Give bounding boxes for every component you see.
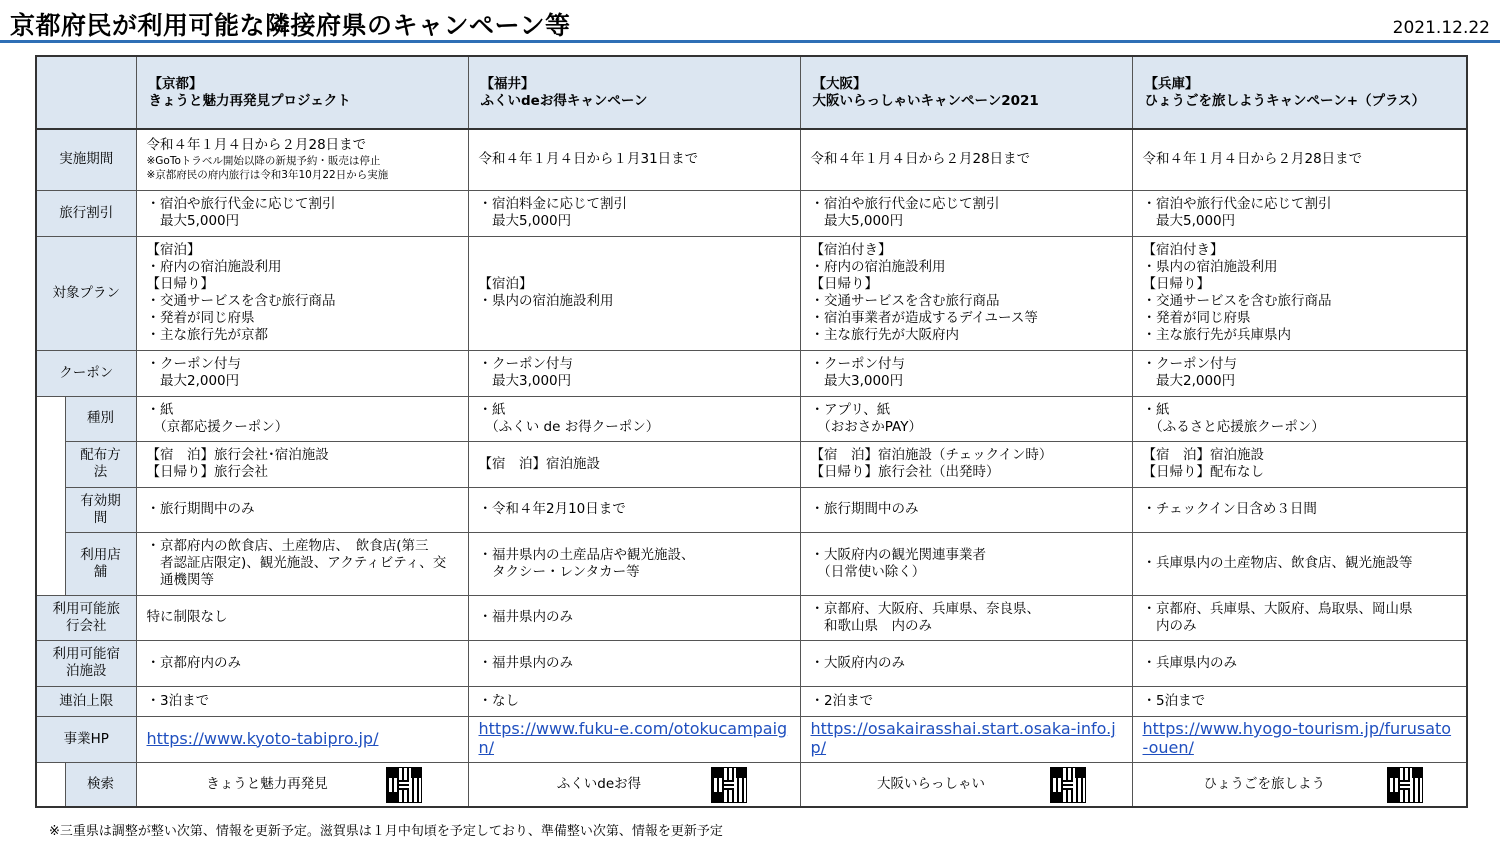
- label-nights: 連泊上限: [36, 686, 136, 716]
- cell-store: [136, 532, 468, 595]
- label-agency: 利用可能旅行会社: [36, 595, 136, 640]
- cell-line: 和歌山県 内のみ: [810, 617, 932, 634]
- cell-line: 通機関等: [146, 572, 214, 588]
- cell-valid: [468, 487, 800, 532]
- cell-line: ・チェックイン日含め３日間: [1142, 501, 1317, 517]
- cell-agency: [468, 595, 800, 640]
- qr-code-icon[interactable]: [387, 768, 421, 802]
- search-keyword: ふくいdeお得: [556, 775, 642, 792]
- cell-line: タクシー・レンタカー等: [478, 563, 640, 580]
- cell-line: ・福井県内の土産品店や観光施設、: [478, 546, 695, 563]
- cell-store: [1132, 532, 1467, 595]
- cell-line: 【日帰り】: [1142, 276, 1210, 292]
- header-row: [36, 56, 1467, 129]
- cell-lodging: [800, 640, 1132, 686]
- cell-line: 【日帰り】: [146, 276, 214, 292]
- cell-line: 【宿泊】: [146, 242, 201, 258]
- row-valid: [36, 487, 1467, 532]
- cell-line: ・府内の宿泊施設利用: [810, 259, 946, 275]
- cell-discount: [1132, 190, 1467, 236]
- header-fukui: 【福井】 ふくいdeお得キャンペーン: [468, 56, 800, 129]
- cell-line: ・宿泊や旅行代金に応じて割引: [146, 196, 336, 212]
- cell-store: [800, 532, 1132, 595]
- cell-search: [136, 762, 468, 807]
- cell-line: ・旅行期間中のみ: [146, 501, 255, 517]
- cell-hp: [800, 716, 1132, 762]
- cell-hp: [1132, 716, 1467, 762]
- cell-line: ・兵庫県内の土産物店、飲食店、観光施設等: [1142, 555, 1413, 571]
- row-plan: [36, 236, 1467, 350]
- cell-line: 最大3,000円: [810, 373, 904, 389]
- hp-link-hyogo[interactable]: https://www.hyogo-tourism.jp/furusato-ouen/: [1142, 719, 1452, 757]
- cell-valid: [136, 487, 468, 532]
- indent-cell: [36, 441, 65, 487]
- cell-line: ・クーポン付与: [146, 356, 241, 372]
- cell-line: 【日帰り】配布なし: [1142, 464, 1264, 480]
- cell-line: ・宿泊事業者が造成するデイユース等: [810, 310, 1038, 326]
- cell-line: ・宿泊料金に応じて割引: [478, 196, 627, 212]
- row-search: [36, 762, 1467, 807]
- cell-distribution: [1132, 441, 1467, 487]
- hp-link-kyoto[interactable]: https://www.kyoto-tabipro.jp/: [146, 728, 379, 748]
- label-hp: 事業HP: [36, 716, 136, 762]
- cell-hp: [468, 716, 800, 762]
- cell-line: ・府内の宿泊施設利用: [146, 259, 282, 275]
- row-discount: [36, 190, 1467, 236]
- cell-kind: [136, 396, 468, 441]
- cell-lodging: [136, 640, 468, 686]
- cell-line: ・主な旅行先が大阪府内: [810, 327, 959, 343]
- cell-plan: [800, 236, 1132, 350]
- label-lodging: 利用可能宿泊施設: [36, 640, 136, 686]
- cell-line: 【日帰り】旅行会社（出発時）: [810, 464, 1000, 480]
- label-search: 検索: [65, 762, 136, 807]
- row-nights: [36, 686, 1467, 716]
- cell-search: [800, 762, 1132, 807]
- cell-agency: [136, 595, 468, 640]
- label-period: 実施期間: [36, 129, 136, 190]
- row-kind: [36, 396, 1467, 441]
- indent-cell: [36, 396, 65, 441]
- cell-line: 【日帰り】旅行会社: [146, 464, 268, 480]
- cell-valid: [1132, 487, 1467, 532]
- header-kyoto: 【京都】 きょうと魅力再発見プロジェクト: [136, 56, 468, 129]
- cell-line: 【宿 泊】宿泊施設: [1142, 447, 1264, 463]
- cell-period-kyoto: 令和４年１月４日から２月28日まで ※GoToトラベル開始以降の新規予約・販売は停止 ※京都府民の府内旅行は令和3年10月22日から実施: [136, 129, 468, 190]
- cell-plan: [1132, 236, 1467, 350]
- cell-line: 【宿泊付き】: [810, 242, 892, 258]
- cell-line: （ふくい de お得クーポン）: [478, 418, 660, 435]
- cell-line: ・宿泊や旅行代金に応じて割引: [810, 196, 1000, 212]
- header-hyogo: 【兵庫】 ひょうごを旅しようキャンペーン+（プラス）: [1132, 56, 1467, 129]
- cell-line: 最大2,000円: [146, 373, 240, 389]
- cell-line: 【日帰り】: [810, 276, 878, 292]
- cell-line: ・交通サービスを含む旅行商品: [146, 293, 336, 309]
- cell-line: ・発着が同じ府県: [146, 310, 255, 326]
- cell-nights: ・5泊まで: [1132, 686, 1467, 716]
- cell-kind: [468, 396, 800, 441]
- cell-line: ・福井県内のみ: [478, 609, 573, 625]
- cell-line: ・紙: [146, 401, 174, 418]
- title-rule: [0, 40, 1500, 43]
- header-corner: [36, 56, 136, 129]
- hp-link-fukui[interactable]: https://www.fuku-e.com/otokucampaign/: [478, 719, 788, 757]
- cell-line: （ふるさと応援旅クーポン）: [1142, 418, 1325, 435]
- cell-line: 者認証店限定)、観光施設、アクティビティ、交: [146, 555, 447, 571]
- cell-coupon: [136, 350, 468, 396]
- cell-line: 【宿泊付き】: [1142, 242, 1224, 258]
- label-store: 利用店舗: [65, 532, 136, 595]
- cell-line: 最大5,000円: [478, 213, 572, 229]
- cell-distribution: [136, 441, 468, 487]
- cell-line: ・大阪府内のみ: [810, 654, 905, 671]
- cell-line: ・アプリ、紙: [810, 401, 891, 418]
- cell-line: ・宿泊や旅行代金に応じて割引: [1142, 196, 1332, 212]
- label-kind: 種別: [65, 396, 136, 441]
- cell-line: ・交通サービスを含む旅行商品: [810, 293, 1000, 309]
- cell-line: 【宿 泊】宿泊施設: [478, 455, 600, 472]
- label-distribution: 配布方法: [65, 441, 136, 487]
- cell-line: 【宿泊】: [478, 276, 533, 292]
- label-coupon: クーポン: [36, 350, 136, 396]
- cell-line: ・主な旅行先が兵庫県内: [1142, 327, 1291, 343]
- cell-line: ・県内の宿泊施設利用: [478, 293, 614, 309]
- cell-line: ・クーポン付与: [1142, 356, 1237, 372]
- cell-line: ・京都府、大阪府、兵庫県、奈良県、: [810, 600, 1040, 617]
- cell-kind: [800, 396, 1132, 441]
- cell-search: [468, 762, 800, 807]
- cell-line: 最大2,000円: [1142, 373, 1236, 389]
- cell-line: ・旅行期間中のみ: [810, 501, 919, 517]
- cell-line: 最大5,000円: [1142, 213, 1236, 229]
- indent-cell: [36, 532, 65, 595]
- cell-line: ・県内の宿泊施設利用: [1142, 259, 1278, 275]
- label-valid: 有効期間: [65, 487, 136, 532]
- cell-coupon: [1132, 350, 1467, 396]
- row-distribution: [36, 441, 1467, 487]
- cell-discount: [800, 190, 1132, 236]
- cell-line: ・令和４年2月10日まで: [478, 501, 626, 517]
- cell-hp: [136, 716, 468, 762]
- cell-lodging: [468, 640, 800, 686]
- cell-line: ・福井県内のみ: [478, 654, 573, 671]
- cell-line: ・大阪府内の観光関連事業者: [810, 546, 986, 563]
- cell-search: [1132, 762, 1467, 807]
- cell-line: ・クーポン付与: [810, 356, 905, 372]
- cell-agency: [1132, 595, 1467, 640]
- row-lodging: [36, 640, 1467, 686]
- cell-distribution: [800, 441, 1132, 487]
- cell-line: ・交通サービスを含む旅行商品: [1142, 293, 1332, 309]
- footnote: ※三重県は調整が整い次第、情報を更新予定。滋賀県は１月中旬頃を予定しており、準備整い次第、情報を更新予定: [49, 824, 723, 839]
- cell-line: ・主な旅行先が京都: [146, 327, 268, 343]
- row-store: [36, 532, 1467, 595]
- qr-code-icon[interactable]: [712, 768, 746, 802]
- hp-link-osaka[interactable]: https://osakairasshai.start.osaka-info.jp/: [810, 719, 1116, 757]
- cell-line: 最大5,000円: [146, 213, 240, 229]
- cell-line: 【宿 泊】旅行会社･宿泊施設: [146, 447, 329, 463]
- cell-line: 内のみ: [1142, 617, 1197, 634]
- cell-line: ・クーポン付与: [478, 356, 573, 372]
- cell-line: ・紙: [1142, 401, 1170, 418]
- search-keyword: ひょうごを旅しよう: [1203, 775, 1325, 792]
- cell-line: 最大3,000円: [478, 373, 572, 389]
- cell-line: ・兵庫県内のみ: [1142, 654, 1237, 671]
- cell-line: ・京都府内のみ: [146, 654, 241, 671]
- cell-line: ・発着が同じ府県: [1142, 310, 1251, 326]
- row-agency: [36, 595, 1467, 640]
- cell-coupon: [468, 350, 800, 396]
- cell-line: ・京都府、兵庫県、大阪府、鳥取県、岡山県: [1142, 600, 1413, 617]
- cell-line: ・紙: [478, 401, 506, 418]
- qr-code-icon[interactable]: [1388, 768, 1422, 802]
- cell-period-fukui: 令和４年１月４日から１月31日まで: [468, 129, 800, 190]
- cell-line: （京都応援クーポン）: [146, 418, 289, 435]
- cell-nights: ・2泊まで: [800, 686, 1132, 716]
- row-hp: [36, 716, 1467, 762]
- cell-line: 最大5,000円: [810, 213, 904, 229]
- cell-valid: [800, 487, 1132, 532]
- cell-store: [468, 532, 800, 595]
- cell-line: 特に制限なし: [146, 609, 228, 625]
- cell-discount: [136, 190, 468, 236]
- cell-nights: ・なし: [468, 686, 800, 716]
- cell-lodging: [1132, 640, 1467, 686]
- cell-line: 【宿 泊】宿泊施設（チェックイン時）: [810, 447, 1053, 463]
- cell-discount: [468, 190, 800, 236]
- search-keyword: きょうと魅力再発見: [206, 775, 328, 792]
- cell-agency: [800, 595, 1132, 640]
- cell-line: ・京都府内の飲食店、土産物店、 飲食店(第三: [146, 538, 429, 554]
- cell-distribution: [468, 441, 800, 487]
- campaign-table: [35, 55, 1468, 808]
- cell-line: （日常使い除く）: [810, 563, 926, 580]
- cell-plan: [468, 236, 800, 350]
- page-title: 京都府民が利用可能な隣接府県のキャンペーン等: [10, 11, 571, 40]
- cell-kind: [1132, 396, 1467, 441]
- row-coupon: [36, 350, 1467, 396]
- label-plan: 対象プラン: [36, 236, 136, 350]
- qr-code-icon[interactable]: [1051, 768, 1085, 802]
- page-date: 2021.12.22: [1392, 18, 1490, 38]
- row-period: [36, 129, 1467, 190]
- search-keyword: 大阪いらっしゃい: [877, 775, 985, 792]
- cell-nights: ・3泊まで: [136, 686, 468, 716]
- header-osaka: 【大阪】 大阪いらっしゃいキャンペーン2021: [800, 56, 1132, 129]
- indent-cell: [36, 762, 65, 807]
- cell-coupon: [800, 350, 1132, 396]
- cell-line: （おおさかPAY）: [810, 418, 922, 435]
- cell-period-osaka: 令和４年１月４日から２月28日まで: [800, 129, 1132, 190]
- cell-period-hyogo: 令和４年１月４日から２月28日まで: [1132, 129, 1467, 190]
- indent-cell: [36, 487, 65, 532]
- cell-plan: [136, 236, 468, 350]
- label-discount: 旅行割引: [36, 190, 136, 236]
